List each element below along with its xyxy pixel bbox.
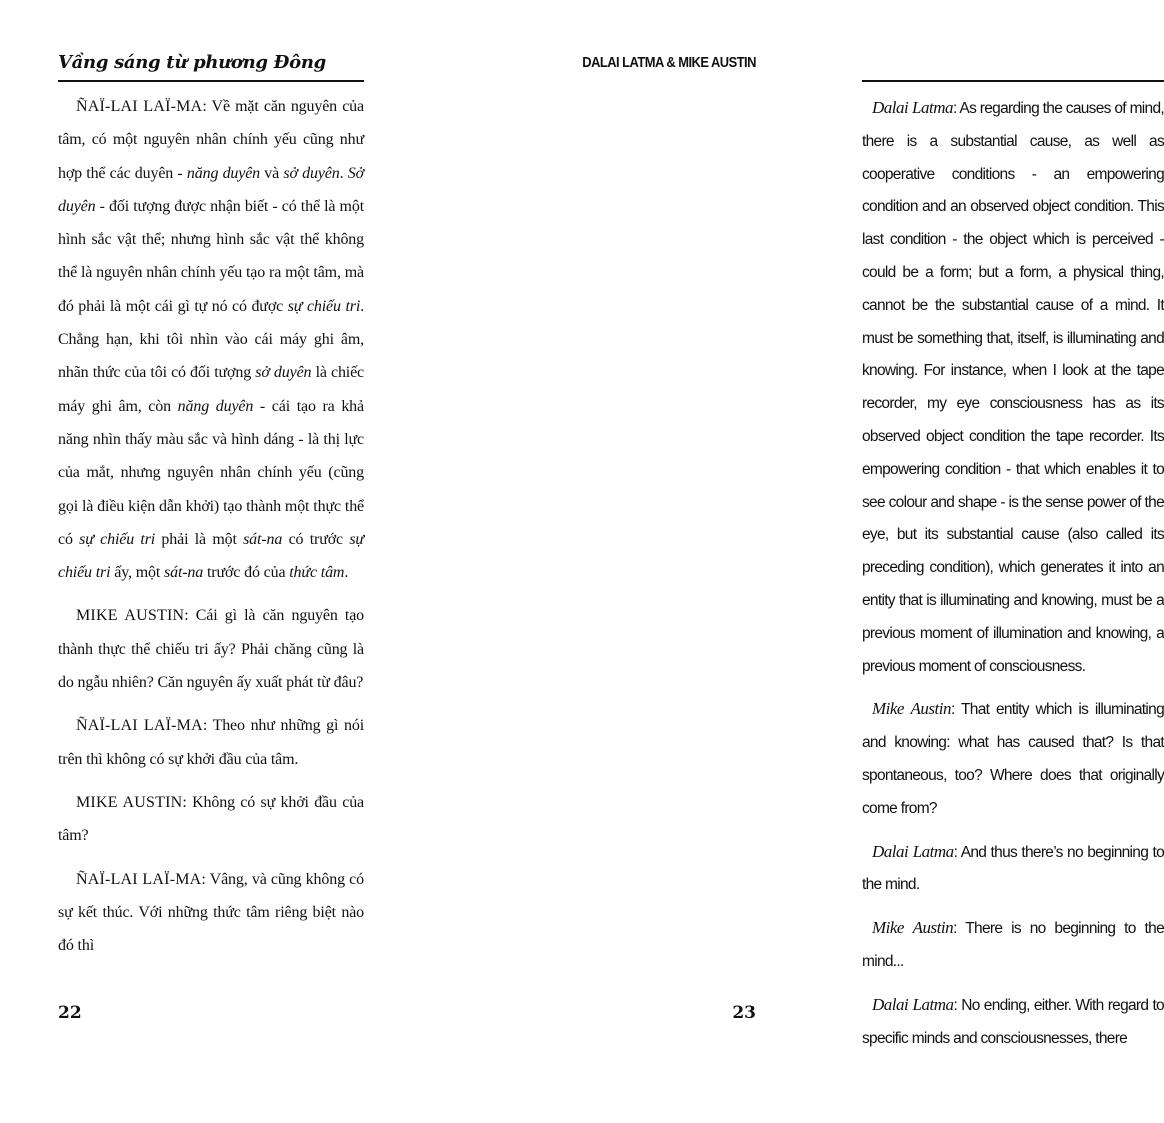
emphasized-term: sở duyên	[255, 364, 312, 382]
text-segment: : Theo như những gì nói trên thì không có sự khởi đầu của tâm.	[58, 717, 364, 768]
dialogue-paragraph	[58, 863, 364, 963]
dialogue-text: : And thus there’s no beginning to the mind.	[862, 843, 1164, 894]
emphasized-term: Sở duyên	[58, 164, 364, 215]
dialogue-paragraph	[862, 989, 1164, 1056]
text-segment: : Về mặt căn nguyên của tâm, có một nguyên nhân chính yếu cũng như hợp thể các duyên -	[58, 98, 364, 182]
speaker-name: MIKE AUSTIN	[76, 793, 183, 811]
dialogue-text: : As regarding the causes of mind, there is a substantial cause, as well as cooperative conditions - an empowering condition and an observed object condition. This last condition - the object which is perceived - could be a form; but a form, a physical thing, cannot be the substantial cause of a mind. It must be something that, itself, is illuminating and knowing. For instance, when I look at the tape recorder, my eye consciousness has as its observed object condition the tape recorder. Its empowering condition - that which enables it to see colour and shape - is the sense power of the eye, but its substantial cause (also called its preceding condition), which generates it into an entity that is illuminating and knowing, must be a previous moment of illumination and knowing, a previous moment of consciousness.	[862, 100, 1164, 675]
running-header-authors: DALAI LATMA & MIKE AUSTIN	[582, 54, 756, 71]
text-segment: là chiếc máy ghi âm, còn	[58, 364, 364, 415]
speaker-name: MIKE AUSTIN	[76, 607, 185, 625]
emphasized-term: sát-na	[243, 530, 283, 548]
header-rule	[58, 80, 364, 82]
page-number: 23	[732, 1003, 756, 1023]
dialogue-text: : There is no beginning to the mind...	[862, 920, 1164, 970]
speaker-name: Mike Austin	[872, 918, 954, 938]
right-page	[408, 0, 1164, 1047]
dialogue-paragraph	[862, 92, 1164, 683]
text-segment: và	[260, 164, 284, 182]
speaker-name: Dalai Latma	[872, 98, 953, 117]
text-segment: : Không có sự khởi đầu của tâm?	[58, 793, 365, 845]
speaker-name: ÑAÏ-LAI LAÏ-MA	[76, 717, 203, 735]
text-segment: có trước	[282, 530, 350, 548]
dialogue-paragraph	[58, 709, 364, 776]
text-segment: .	[344, 564, 349, 582]
vietnamese-text-column	[58, 90, 364, 962]
running-header-title: Vầng sáng từ phương Đông	[58, 52, 326, 73]
dialogue-paragraph	[862, 912, 1164, 979]
text-segment: .	[339, 164, 348, 182]
text-segment: trước đó của	[203, 564, 290, 582]
emphasized-term: năng duyên	[177, 397, 254, 415]
header-rule	[862, 80, 1164, 82]
emphasized-term: năng duyên	[186, 164, 261, 182]
dialogue-paragraph	[58, 90, 364, 589]
emphasized-term: sở duyên	[283, 164, 340, 182]
emphasized-term: sự chiếu tri	[287, 297, 361, 315]
speaker-name: Dalai Latma	[872, 841, 954, 861]
dialogue-text: : No ending, either. With regard to specific minds and consciousnesses, there	[862, 996, 1164, 1047]
dialogue-text: : That entity which is illuminating and knowing: what has caused that? Is that spontaneous, too? Where does that originally come from?	[862, 701, 1164, 817]
text-segment: . Chẳng hạn, khi tôi nhìn vào cái máy ghi âm, nhãn thức của tôi có đối tượng	[58, 297, 364, 382]
text-segment: - đối tượng được nhận biết - có thể là một hình sắc vật thể; nhưng hình sắc vật thể không thể là nguyên nhân chính yếu tạo ra một tâm, mà đó phải là một cái gì tự nó có được	[58, 197, 364, 315]
dialogue-paragraph	[862, 693, 1164, 825]
text-segment: : Cái gì là căn nguyên tạo thành thực thể chiếu tri ấy? Phải chăng cũng là do ngẫu nhiên? Căn nguyên ấy xuất phát từ đâu?	[58, 607, 364, 692]
text-segment: ấy, một	[110, 564, 165, 582]
left-page	[0, 0, 408, 1040]
emphasized-term: sát-na	[164, 564, 204, 582]
text-segment: : Vâng, và cũng không có sự kết thúc. Với những thức tâm riêng biệt nào đó thì	[58, 870, 364, 955]
dialogue-paragraph	[58, 786, 364, 853]
emphasized-term: sự chiếu tri	[58, 530, 364, 582]
speaker-name: Mike Austin	[872, 699, 951, 719]
speaker-name: ÑAÏ-LAI LAÏ-MA	[76, 98, 203, 115]
dialogue-paragraph	[58, 599, 364, 699]
speaker-name: ÑAÏ-LAI LAÏ-MA	[76, 870, 202, 888]
dialogue-paragraph	[862, 836, 1164, 903]
emphasized-term: thức tâm	[289, 564, 345, 582]
emphasized-term: sự chiếu tri	[79, 530, 156, 548]
text-segment: phải là một	[155, 530, 244, 548]
english-text-column	[862, 92, 1164, 1055]
text-segment: - cái tạo ra khả năng nhìn thấy màu sắc và hình dáng - là thị lực của mắt, nhưng nguyên nhân chính yếu (cũng gọi là điều kiện dẫn khởi) tạo thành một thực thể có	[58, 397, 364, 548]
page-number: 22	[58, 1003, 82, 1023]
speaker-name: Dalai Latma	[872, 994, 954, 1014]
